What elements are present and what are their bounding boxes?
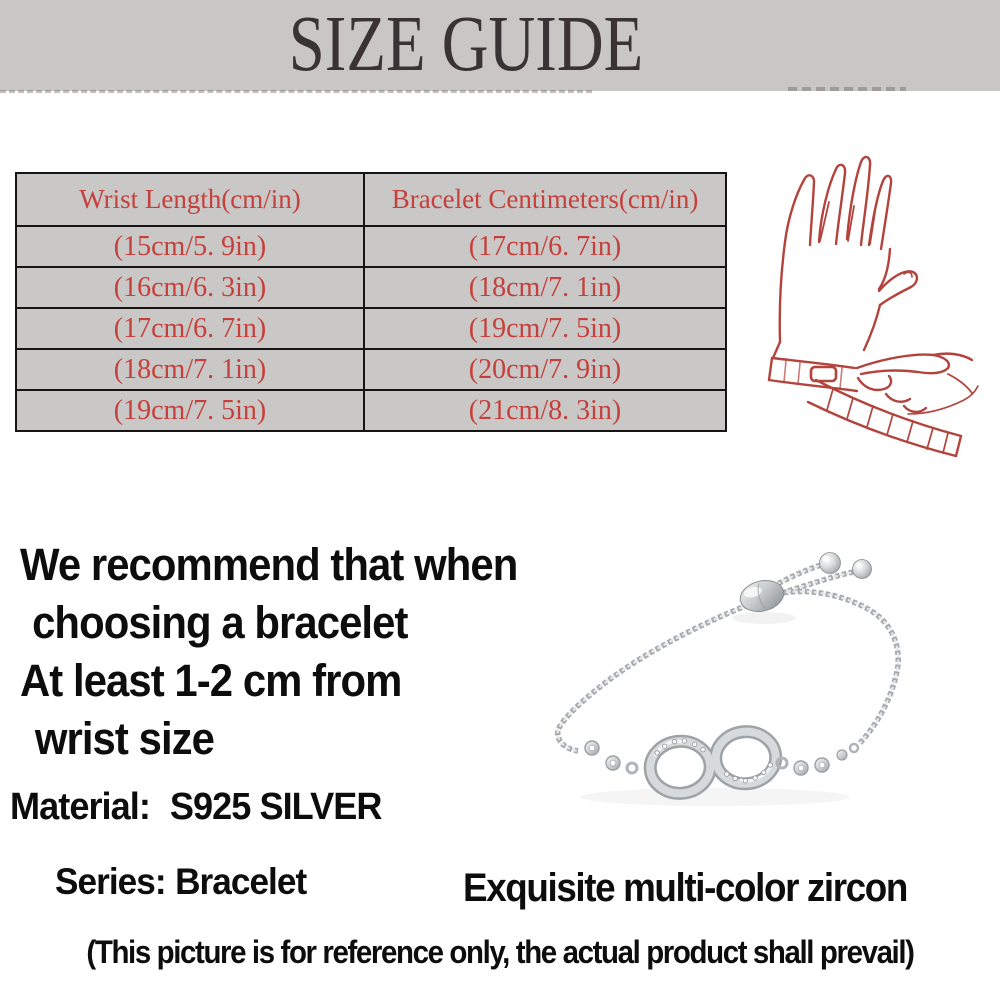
series-value: Bracelet [175,861,307,902]
infinity-charm [648,730,778,796]
disclaimer-text: (This picture is for reference only, the actual product shall prevail) [86,934,914,970]
table-row [16,349,726,390]
table-header-row [16,173,726,226]
table-row [16,308,726,349]
table-row [16,226,726,267]
bracelet-product-image [520,525,1000,825]
bezel-zircon-links-left [585,741,637,773]
torn-edge-decoration-right [788,87,906,91]
box-chain [558,565,898,751]
hand-measuring-wrist-icon [758,142,1000,467]
table-row [16,267,726,308]
recommendation-line: We recommend that when [20,539,518,590]
size-chart-table [15,172,727,432]
column-header-wrist-length: Wrist Length(cm/in) [16,173,364,226]
bracelet-size-cell: (21cm/8. 3in) [364,390,726,431]
torn-edge-decoration-left [0,90,592,93]
recommendation-line: choosing a bracelet [32,597,408,648]
recommendation-line: At least 1-2 cm from [20,655,402,706]
zircon-highlight-text: Exquisite multi-color zircon [463,866,907,910]
table-row [16,390,726,431]
wrist-size-cell: (15cm/5. 9in) [16,226,364,267]
bracelet-size-cell: (20cm/7. 9in) [364,349,726,390]
page-title: SIZE GUIDE [288,1,644,88]
material-value: S925 SILVER [169,786,382,828]
chain-end-ball [820,553,841,574]
series-label: Series: [55,861,166,902]
wrist-size-cell: (19cm/7. 5in) [16,390,364,431]
column-header-bracelet-cm: Bracelet Centimeters(cm/in) [364,173,726,226]
recommendation-text [20,536,517,768]
bracelet-size-cell: (17cm/6. 7in) [364,226,726,267]
material-label: Material: [10,786,150,828]
bracelet-size-cell: (19cm/7. 5in) [364,308,726,349]
bracelet-shadow [580,788,850,806]
wrist-size-cell: (17cm/6. 7in) [16,308,364,349]
material-line [10,786,381,829]
series-line [55,861,306,903]
bracelet-size-cell: (18cm/7. 1in) [364,267,726,308]
wrist-size-cell: (18cm/7. 1in) [16,349,364,390]
wrist-size-cell: (16cm/6. 3in) [16,267,364,308]
bezel-zircon-links-right [777,744,858,775]
chain-end-ball [853,560,872,579]
header-banner [0,0,1000,91]
recommendation-line: wrist size [34,713,214,764]
